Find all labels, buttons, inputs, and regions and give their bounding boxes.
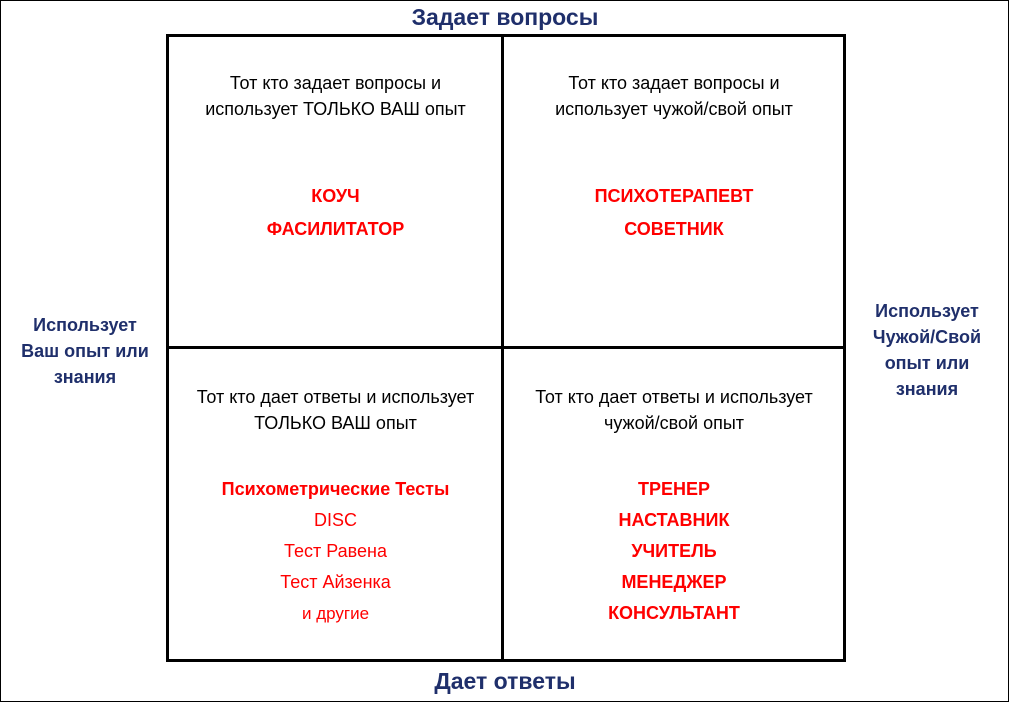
description-line: использует ТОЛЬКО ВАШ опыт xyxy=(205,99,466,119)
quadrant-description xyxy=(170,70,501,122)
quadrant-description xyxy=(504,70,844,122)
role-item: КОНСУЛЬТАНТ xyxy=(608,603,740,623)
description-line: чужой/свой опыт xyxy=(603,413,745,433)
quadrant-description xyxy=(170,384,501,436)
matrix-horizontal-divider xyxy=(166,346,846,349)
quadrant-top-left xyxy=(170,70,501,246)
role-item: МЕНЕДЖЕР xyxy=(621,572,727,592)
axis-left-line: Использует xyxy=(33,315,137,335)
role-item: Психометрические Тесты xyxy=(221,479,450,499)
axis-label-left xyxy=(0,312,170,390)
quadrant-bottom-right xyxy=(504,384,844,629)
quadrant-roles xyxy=(170,474,501,629)
role-item: НАСТАВНИК xyxy=(618,510,730,530)
axis-right-line: опыт или xyxy=(884,353,970,373)
role-item: УЧИТЕЛЬ xyxy=(631,541,717,561)
role-item: Тест Равена xyxy=(284,541,387,561)
quadrant-roles xyxy=(170,180,501,246)
axis-right-line: Использует xyxy=(875,301,979,321)
quadrant-roles xyxy=(504,180,844,246)
axis-right-line: Чужой/Свой xyxy=(872,327,982,347)
quadrant-bottom-left xyxy=(170,384,501,629)
description-line: Тот кто задает вопросы и xyxy=(229,73,442,93)
axis-left-line: знания xyxy=(53,367,117,387)
description-line: Тот кто дает ответы и использует xyxy=(196,387,475,407)
axis-label-right xyxy=(846,298,1008,402)
axis-left-line: Ваш опыт или xyxy=(21,341,149,361)
description-line: Тот кто дает ответы и использует xyxy=(535,387,813,407)
role-item: Тест Айзенка xyxy=(280,572,391,592)
role-item: ТРЕНЕР xyxy=(637,479,711,499)
axis-right-line: знания xyxy=(895,379,959,399)
role-item: КОУЧ xyxy=(311,186,360,206)
role-item: DISC xyxy=(313,510,357,530)
description-line: ТОЛЬКО ВАШ опыт xyxy=(254,413,417,433)
description-line: использует чужой/свой опыт xyxy=(555,99,793,119)
quadrant-description xyxy=(504,384,844,436)
role-item: и другие xyxy=(301,604,370,623)
role-item: СОВЕТНИК xyxy=(624,219,724,239)
quadrant-roles xyxy=(504,474,844,629)
axis-label-bottom: Дает ответы xyxy=(434,668,576,694)
axis-label-top: Задает вопросы xyxy=(411,4,599,30)
role-item: ФАСИЛИТАТОР xyxy=(266,219,405,239)
quadrant-top-right xyxy=(504,70,844,246)
description-line: Тот кто задает вопросы и xyxy=(568,73,780,93)
role-item: ПСИХОТЕРАПЕВТ xyxy=(594,186,754,206)
